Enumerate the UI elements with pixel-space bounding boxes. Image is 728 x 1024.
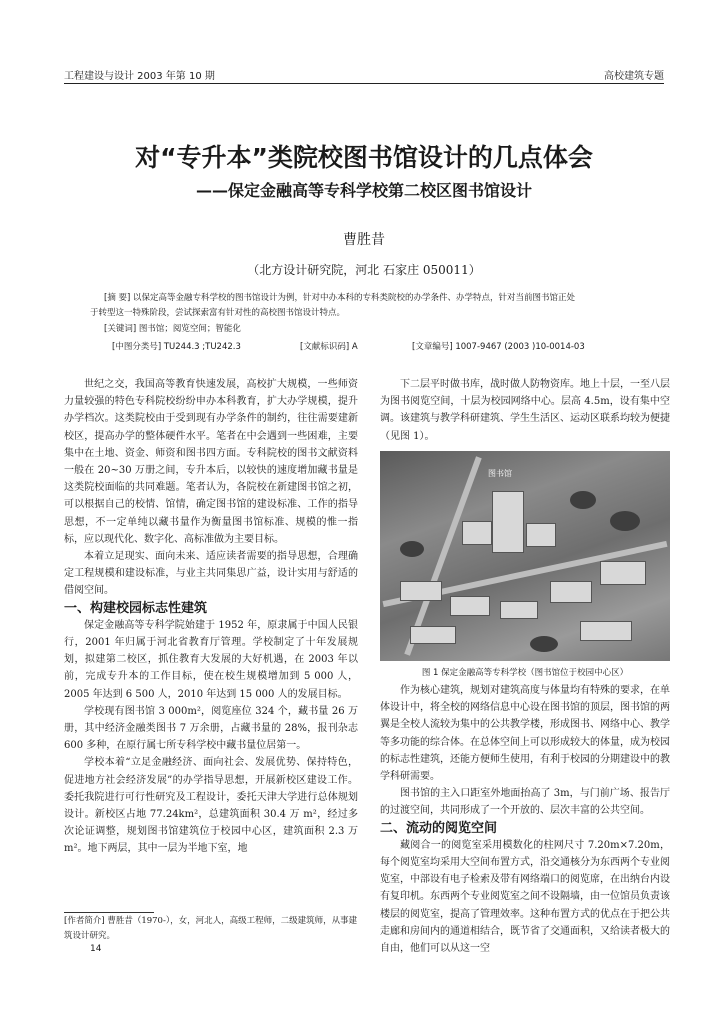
figure-caption: 图 1 保定金融高等专科学校（图书馆位于校园中心区） (421, 667, 629, 678)
clc-number: [中图分类号] TU244.3 ;TU242.3 (112, 342, 241, 352)
abstract-line-1: [摘 要] 以保定高等金融专科学校的图书馆设计为例，针对中办本科的专科类院校的办学条件、办学特点，针对当前图书馆正处 (104, 293, 576, 303)
right-column (380, 376, 670, 957)
paragraph: 学校本着“立足金融经济、面向社会、发展优势、保持特色，促进地方社会经济发展”的办学指导思想，开展新校区建设工作。委托我院进行可行性研究及工程设计，委托天津大学进行总体规划设计。新校区占地 77.24km²，总建筑面积 30.4 万 m²，经过多次论证调整，规划图书馆建筑位于校园中心区，建筑面积 2.3 万 m²。地下两层，其中一层为半地下室，地 (64, 757, 358, 855)
page-number: 14 (90, 944, 102, 954)
paragraph: 世纪之交，我国高等教育快速发展，高校扩大规模，一些师资力量较强的特色专科院校纷纷申办本科教育，扩大办学规模，提升办学档次。这类院校由于受到现有办学条件的制约，往往需要建新校区，提高办学的整体硬件水平。笔者在中会遇到一些困难，主要集中在土地、资金、师资和图书四方面。专科院校的图书文献资料一般在 20~30 万册之间，专升本后，以较快的速度增加藏书量是这类院校面临的共同难题。笔者认为，各院校在新建图书馆之初，可以根据自己的校情、馆情，确定图书馆的建设标准、工作的指导思想，不一定单纯以藏书量作为衡量图书馆标准、规模的惟一指标，应以现代化、数字化、高标准做为主要目标。 (64, 379, 358, 545)
paragraph: 图书馆的主入口距室外地面抬高了 3m，与门前广场、报告厅的过渡空间，共同形成了一个开放的、层次丰富的公共空间。 (380, 788, 670, 817)
author-footnote: [作者简介] 曹胜昔（1970-），女，河北人，高级工程师，二级建筑师，从事建筑设计研究。 (64, 916, 358, 941)
paragraph: 保定金融高等专科学院始建于 1952 年，原隶属于中国人民银行，2001 年归属于河北省教育厅管理。学校制定了十年发展规划，拟建第二校区，抓住教育大发展的大好机遇，在 2003 年以前，完成专升本的工作目标，使在校生规模增加到 5 000 人，2005 年达到 6 500 人，2010 年达到 15 000 人的发展目标。 (64, 619, 358, 700)
paragraph: 学校现有图书馆 3 000m²，阅览座位 324 个，藏书量 26 万册，其中经济金融类图书 7 万余册，占藏书量的 28%，报刊杂志 600 多种，在原行属七所专科学校中藏书量位居第一。 (64, 705, 358, 752)
article-title: 对“专升本”类院校图书馆设计的几点体会 (135, 143, 593, 172)
section-heading-2: 二、流动的阅览空间 (380, 820, 498, 836)
article-number: [文章编号] 1007-9467 (2003 )10-0014-03 (412, 342, 585, 352)
left-column (64, 376, 358, 858)
section-heading-1: 一、构建校园标志性建筑 (64, 600, 208, 616)
paragraph: 下二层平时做书库，战时做人防物资库。地上十层，一至八层为图书阅览空间，十层为校园网络中心。层高 4.5m，设有集中空调。该建筑与教学科研建筑、学生生活区、运动区联系均较为便捷（见图 1）。 (380, 379, 670, 442)
paragraph: 藏阅合一的阅览室采用模数化的柱网尺寸 7.20m×7.20m，每个阅览室均采用大空间布置方式，沿交通核分为东西两个专业阅览室，中部设有电子检索及带有网络端口的阅览席，在出纳台内设有复印机。东西两个专业阅览室之间不设隔墙，由一位馆员负责该楼层的阅览室，提高了管理效率。这种布置方式的优点在于把公共走廊和房间内的通道相结合，既节省了交通面积，又给读者极大的自由，他们可以从这一空 (380, 839, 670, 955)
author-name: 曹胜昔 (343, 232, 385, 248)
abstract-line-2: 于转型这一特殊阶段，尝试探索富有针对性的高校图书馆设计特点。 (90, 308, 346, 318)
author-affiliation: （北方设计研究院，河北 石家庄 050011） (247, 263, 481, 277)
article-subtitle: ——保定金融高等专科学校第二校区图书馆设计 (195, 181, 532, 200)
figure-label: 图书馆 (488, 468, 512, 478)
header-rule (64, 83, 664, 84)
paragraph: 本着立足现实、面向未来、适应读者需要的指导思想，合理确定工程规模和建设标准，与业主共同集思广益，设计实用与舒适的借阅空间。 (64, 551, 358, 597)
document-code: [文献标识码] A (300, 342, 358, 352)
column-header: 高校建筑专题 (604, 71, 664, 82)
paragraph: 作为核心建筑，规划对建筑高度与体量均有特殊的要求，在单体设计中，将全校的网络信息中心设在图书馆的顶层，图书馆的两翼是全校人流较为集中的公共教学楼，形成图书、网络中心、教学等多功能的综合体。在总体空间上可以形成较大的体量，成为校园的标志性建筑，还能方便师生使用，有利于校园的分期建设中的教学科研需要。 (380, 685, 670, 783)
campus-aerial-photo (380, 451, 670, 661)
keywords: [关键词] 图书馆；阅览空间；智能化 (104, 324, 241, 334)
footnote-rule (64, 912, 154, 913)
journal-header: 工程建设与设计 2003 年第 10 期 (64, 71, 215, 82)
